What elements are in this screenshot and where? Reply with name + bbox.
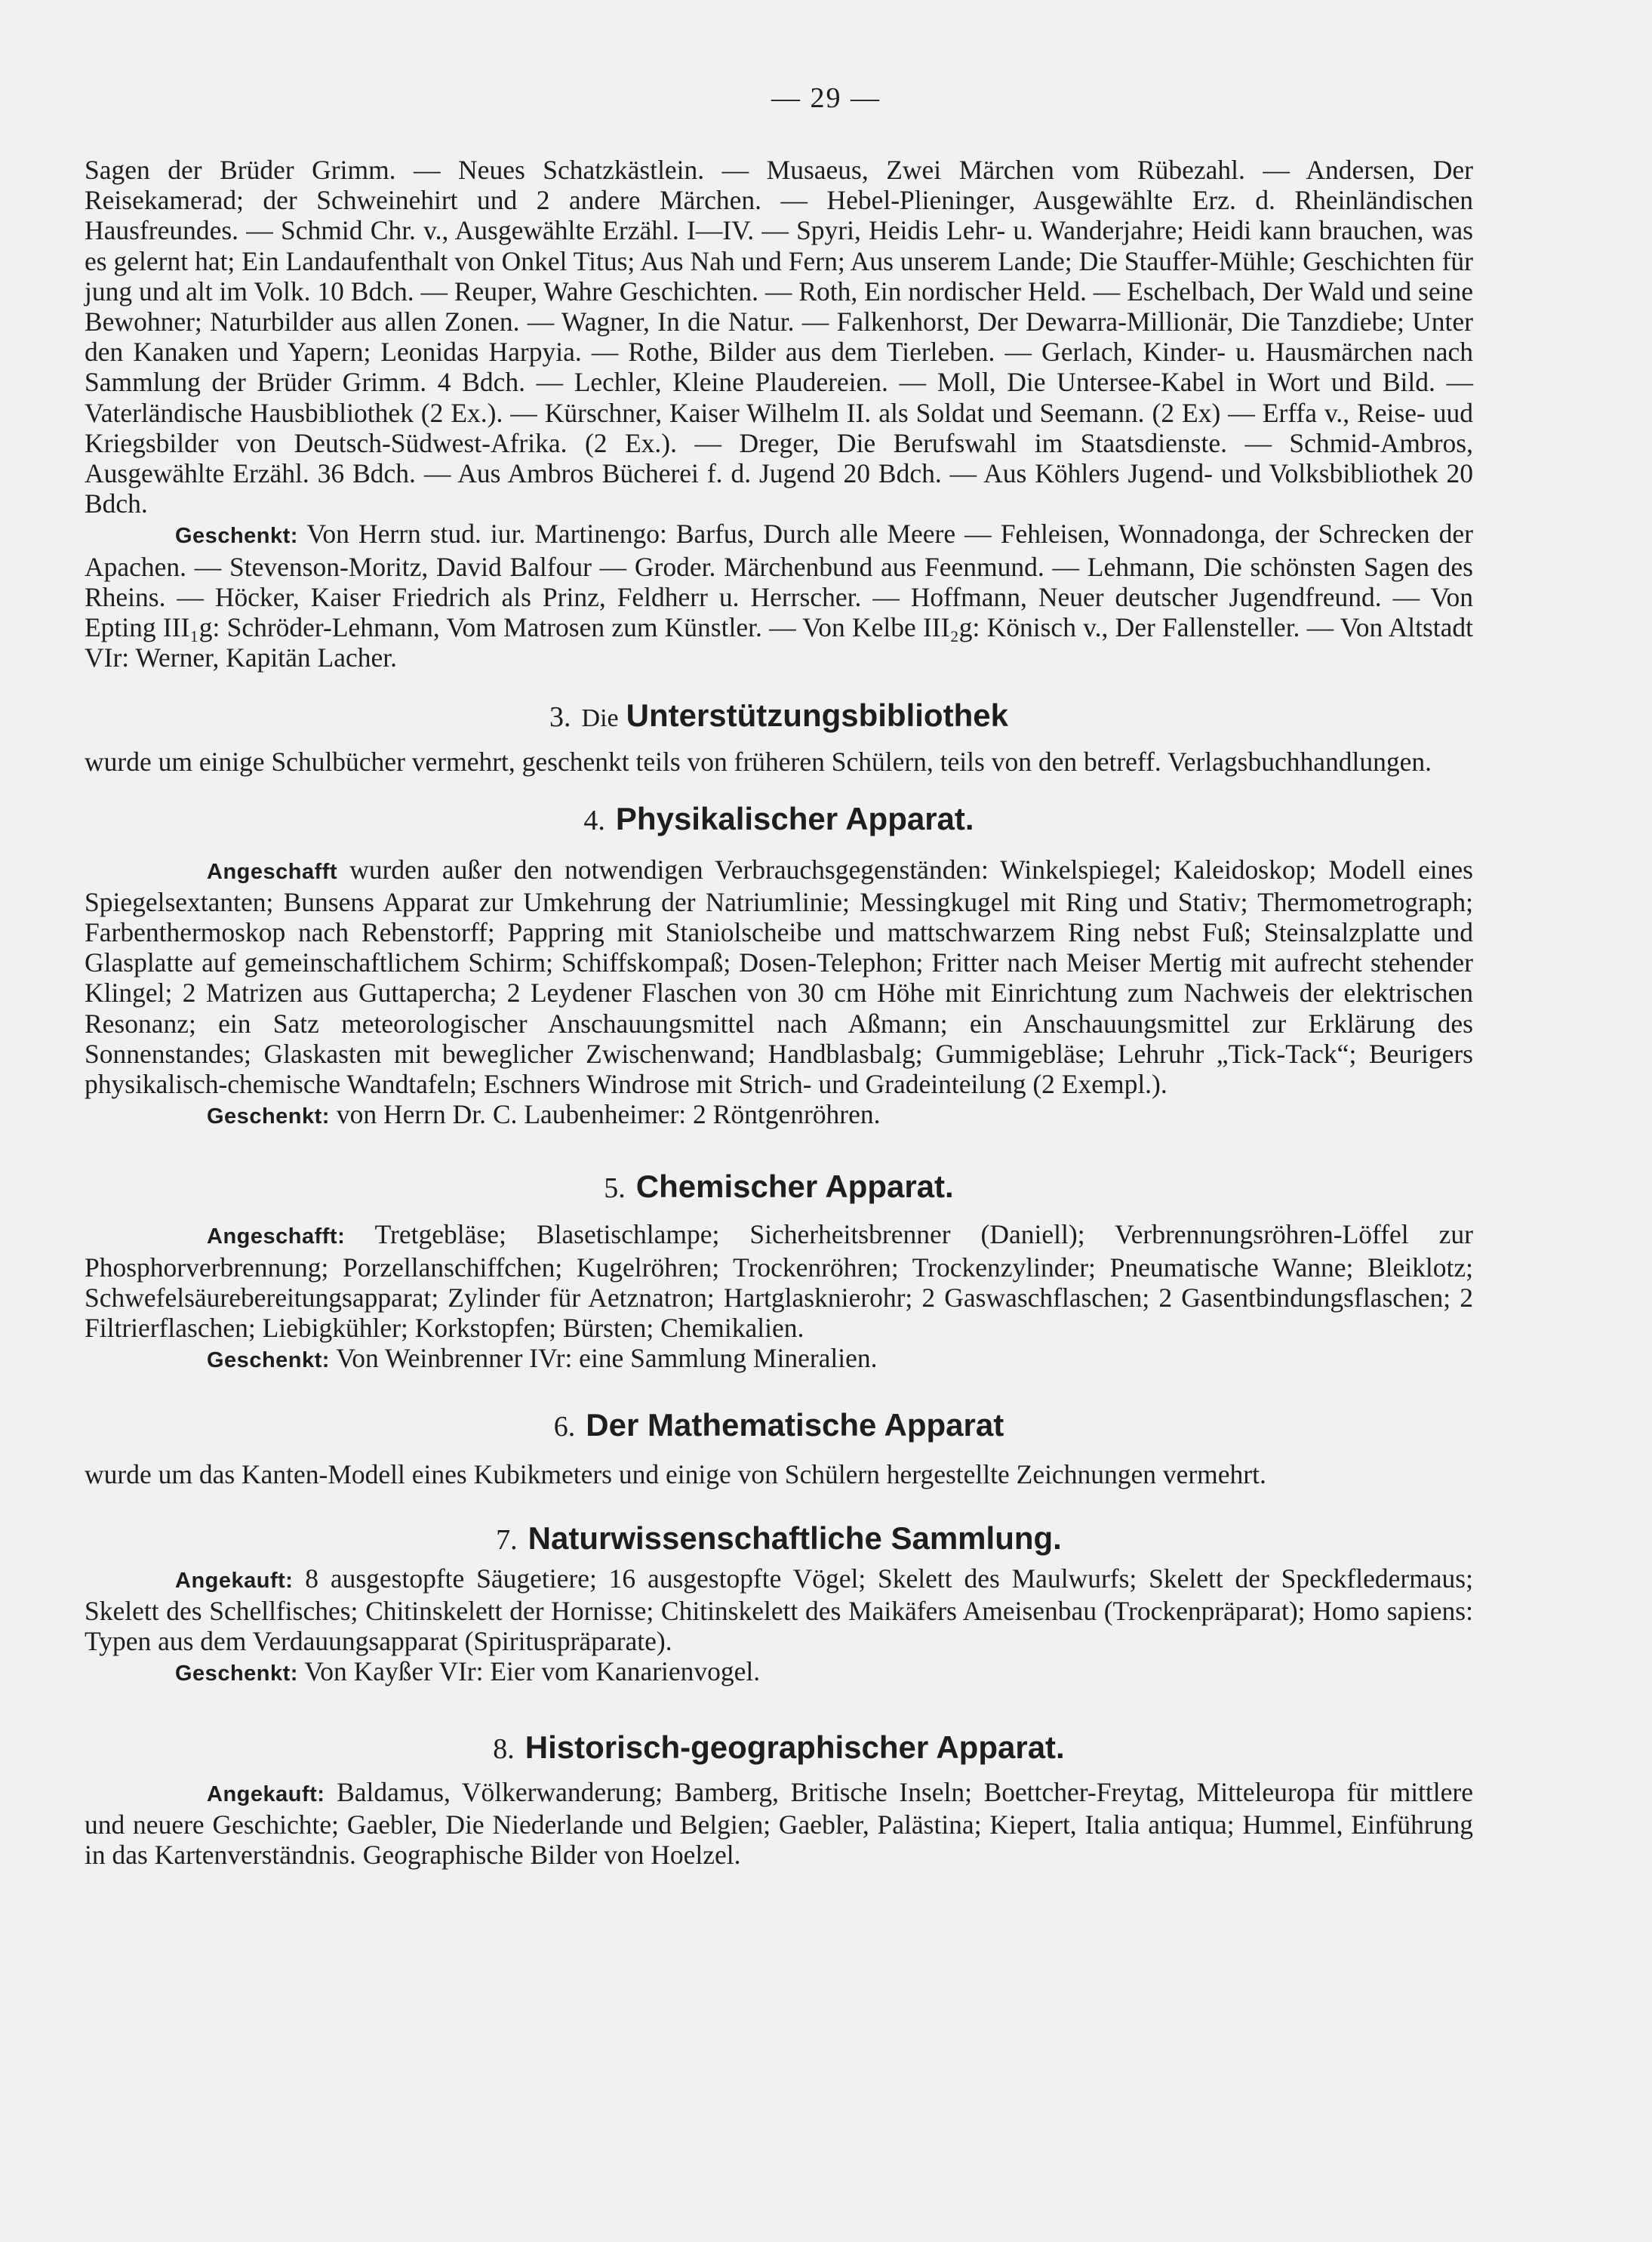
section-heading-history-geography: [85, 1729, 1473, 1768]
natural-science-gifts: [85, 1656, 1473, 1689]
gift-text: Von Weinbrenner IVr: eine Sammlung Mineralien.: [336, 1343, 878, 1374]
bought-label: Angekauft:: [175, 1568, 294, 1593]
physics-gifts: [85, 1099, 1473, 1132]
section-number: 8.: [493, 1732, 515, 1765]
gift-text: von Herrn Dr. C. Laubenheimer: 2 Röntgenröhren.: [336, 1099, 881, 1130]
support-library-text: wurde um einige Schulbücher vermehrt, geschenkt teils von früheren Schülern, teils von den betreff. Verlagsbuchhandlungen.: [85, 747, 1432, 778]
acquired-label: Angeschafft:: [207, 1224, 346, 1249]
physics-acquired: [85, 855, 1473, 1100]
bought-label: Angekauft:: [207, 1782, 325, 1806]
page-body: [85, 155, 1473, 1870]
mathematics-text: wurde um das Kanten-Modell eines Kubikmeters und einige von Schülern hergestellte Zeichnungen vermehrt.: [85, 1458, 1266, 1489]
section-title: Unterstützungsbibliothek: [626, 698, 1008, 734]
section-number: 6.: [553, 1410, 576, 1443]
section-number: 4.: [583, 804, 605, 836]
section-heading-support-library: [85, 697, 1473, 738]
gift-label: Geschenkt:: [175, 524, 298, 549]
section-title: Naturwissenschaftliche Sammlung.: [528, 1520, 1062, 1556]
chemistry-gifts: [85, 1343, 1473, 1375]
chemistry-acquired: [85, 1219, 1473, 1343]
bought-text: Baldamus, Völkerwanderung; Bamberg, Britische Inseln; Boettcher-Freytag, Mitteleuropa für mittlere und neuere Geschichte; Gaebler, Die Niederlande und Belgien; Gaebler, Palästina; Kiepert, Italia antiqua; Hummel, Einführung in das Kartenverständnis. Geographische Bilder von Hoelzel.: [85, 1776, 1473, 1870]
gift-label: Geschenkt:: [175, 1661, 298, 1686]
natural-science-bought: [85, 1563, 1473, 1657]
section-title: Physikalischer Apparat.: [615, 800, 974, 836]
bought-text: 8 ausgestopfte Säugetiere; 16 ausgestopfte Vögel; Skelett des Maulwurfs; Skelett der Speckfledermaus; Skelett des Schellfisches; Chitinskelett der Hornisse; Chitinskelett des Maikäfers Ameisenbau (Trockenpräparat); Homo sapiens: Typen aus dem Verdauungsapparat (Spirituspräparate).: [85, 1563, 1473, 1657]
section-title: Chemischer Apparat.: [635, 1169, 954, 1205]
section-title: Historisch-geographischer Apparat.: [525, 1729, 1065, 1765]
history-geography-bought: [85, 1777, 1473, 1871]
section-heading-chemistry: [85, 1168, 1473, 1207]
section-heading-mathematics: [85, 1406, 1473, 1446]
acquired-label: Angeschafft: [207, 859, 338, 884]
section-number: 7.: [496, 1523, 518, 1556]
gift-text: Von Herrn stud. iur. Martinengo: Barfus, Durch alle Meere — Fehleisen, Wonnadonga, der Schrecken der Apachen. — Stevenson-Moritz, David Balfour — Groder. Märchenbund aus Feenmund. — Lehmann, Die schönsten Sagen des Rheins. — Höcker, Kaiser Friedrich als Prinz, Feldherr u. Herrscher. — Hoffmann, Neuer deutscher Jugendfreund. — Von Epting III₁g: Schröder-Lehmann, Vom Matrosen zum Künstler. — Von Kelbe III₂g: Könisch v., Der Fallensteller. — Von Altstadt VIr: Werner, Kapitän Lacher.: [85, 519, 1474, 673]
page-number: — 29 —: [771, 82, 881, 114]
youth-library-list: Sagen der Brüder Grimm. — Neues Schatzkästlein. — Musaeus, Zwei Märchen vom Rübezahl. — Andersen, Der Reisekamerad; der Schweinehirt und 2 andere Märchen. — Hebel-Plieninger, Ausgewählte Erz. d. Rheinländischen Hausfreundes. — Schmid Chr. v., Ausgewählte Erzähl. I—IV. — Spyri, Heidis Lehr- u. Wanderjahre; Heidi kann brauchen, was es gelernt hat; Ein Landaufenthalt von Onkel Titus; Aus Nah und Fern; Aus unserem Lande; Die Stauffer-Mühle; Geschichten für jung und alt im Volk. 10 Bdch. — Reuper, Wahre Geschichten. — Roth, Ein nordischer Held. — Eschelbach, Der Wald und seine Bewohner; Naturbilder aus allen Zonen. — Wagner, In die Natur. — Falkenhorst, Der Dewarra-Millionär, Die Tanzdiebe; Unter den Kanaken und Yapern; Leonidas Harpyia. — Rothe, Bilder aus dem Tierleben. — Gerlach, Kinder- u. Hausmärchen nach Sammlung der Brüder Grimm. 4 Bdch. — Lechler, Kleine Plaudereien. — Moll, Die Untersee-Kabel in Wort und Bild. — Vaterländische Hausbibliothek (2 Ex.). — Kürschner, Kaiser Wilhelm II. als Soldat und Seemann. (2 Ex) — Erffa v., Reise- uud Kriegsbilder von Deutsch-Südwest-Afrika. (2 Ex.). — Dreger, Die Berufswahl im Staatsdienste. — Schmid-Ambros, Ausgewählte Erzähl. 36 Bdch. — Aus Ambros Bücherei f. d. Jugend 20 Bdch. — Aus Köhlers Jugend- und Volksbibliothek 20 Bdch.: [85, 155, 1473, 519]
gift-text: Von Kayßer VIr: Eier vom Kanarienvogel.: [304, 1656, 761, 1687]
section-prefix: Die: [581, 704, 619, 733]
section-number: 3.: [549, 701, 571, 734]
section-number: 5.: [604, 1172, 626, 1205]
gift-label: Geschenkt:: [207, 1104, 330, 1129]
section-heading-natural-science: [85, 1520, 1473, 1559]
acquired-text: wurden außer den notwendigen Verbrauchsgegenständen: Winkelspiegel; Kaleidoskop; Modell eines Spiegelsextanten; Bunsens Apparat zur Umkehrung der Natriumlinie; Messingkugel mit Ring und Stativ; Thermometrograph; Farbenthermoskop nach Rebenstorff; Pappring mit Staniolscheibe und mattschwarzem Ring nebst Fuß; Steinsalzplatte und Glasplatte auf gemeinschaftlichem Schirm; Schiffskompaß; Dosen-Telephon; Fritter nach Meiser Mertig mit aufrecht stehender Klingel; 2 Matrizen aus Guttapercha; 2 Leydener Flaschen von 30 cm Höhe mit Einrichtung zum Nachweis der elektrischen Resonanz; ein Satz meteorologischer Anschauungsmittel nach Aßmann; ein Anschauungsmittel zur Erklärung des Sonnenstandes; Glaskasten mit beweglicher Zwischenwand; Handblasbalg; Gummigebläse; Lehruhr „Tick-Tack“; Beurigers physikalisch-chemische Wandtafeln; Eschners Windrose mit Strich- und Gradeinteilung (2 Exempl.).: [85, 854, 1473, 1100]
acquired-text: Tretgebläse; Blasetischlampe; Sicherheitsbrenner (Daniell); Verbrennungsröhren-Löffel zur Phosphorverbrennung; Porzellanschiffchen; Kugelröhren; Trockenröhren; Trockenzylinder; Pneumatische Wanne; Bleiklotz; Schwefelsäurebereitungsapparat; Zylinder für Aetznatron; Hartglasknierohr; 2 Gaswaschflaschen; 2 Gasentbindungsflaschen; 2 Filtrierflaschen; Liebigkühler; Korkstopfen; Bürsten; Chemikalien.: [85, 1219, 1473, 1344]
gift-label: Geschenkt:: [207, 1348, 330, 1373]
section-title: Der Mathematische Apparat: [586, 1406, 1004, 1443]
youth-library-gifts: [85, 519, 1473, 673]
section-heading-physics: [85, 800, 1473, 839]
